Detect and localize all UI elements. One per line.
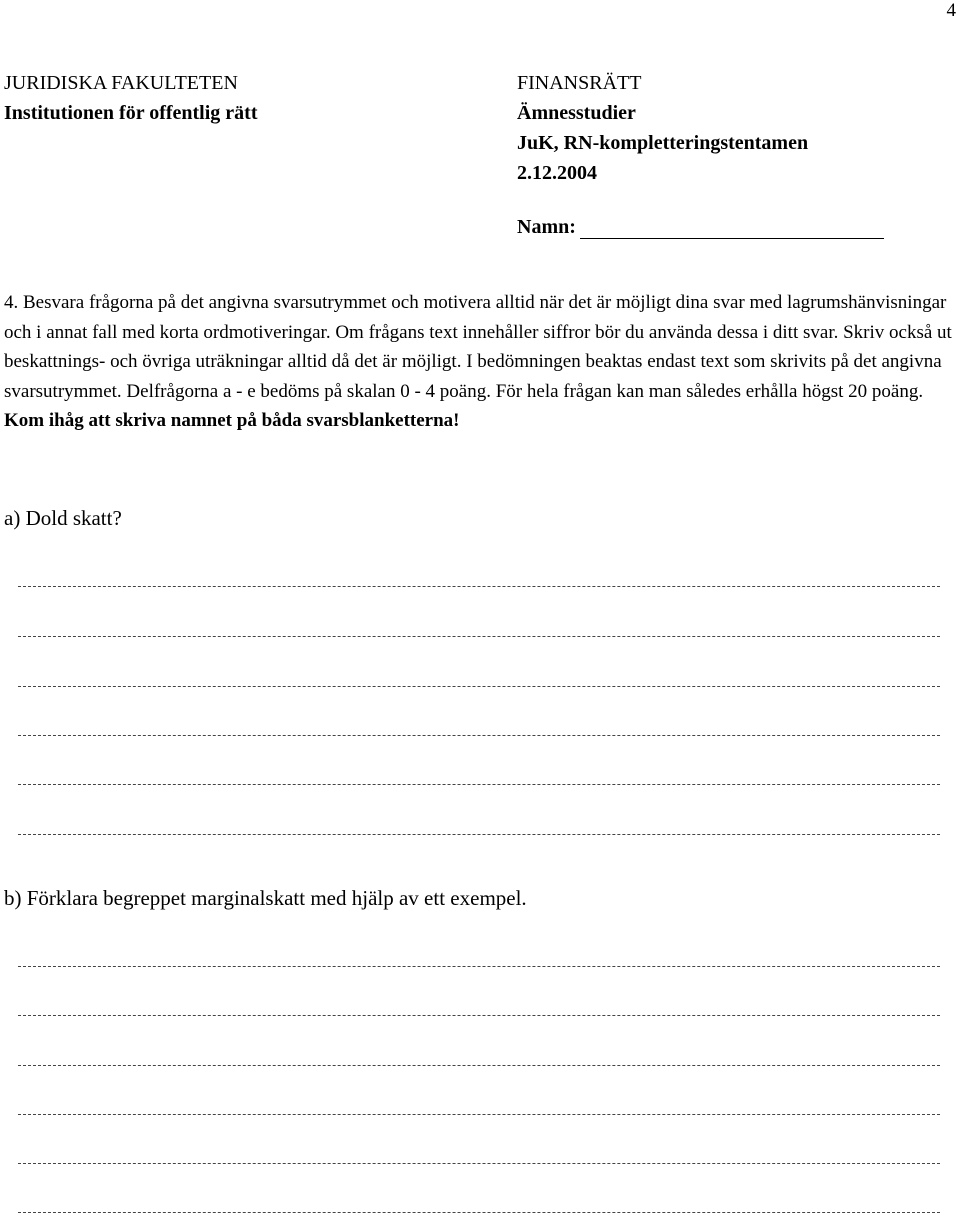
name-field <box>517 216 884 239</box>
answer-line-b5[interactable] <box>18 1163 940 1164</box>
name-label: Namn: <box>517 216 576 238</box>
question-a: a) Dold skatt? <box>4 506 122 530</box>
faculty-name: JURIDISKA FAKULTETEN <box>4 72 238 94</box>
answer-line-a2[interactable] <box>18 636 940 637</box>
exam-title: JuK, RN-kompletteringstentamen <box>517 132 809 154</box>
instructions-emphasis: Kom ihåg att skriva namnet på båda svarsblanketterna! <box>4 410 460 431</box>
exam-date: 2.12.2004 <box>517 162 597 184</box>
page-number: 4 <box>946 0 956 21</box>
question-b: b) Förklara begreppet marginalskatt med hjälp av ett exempel. <box>4 886 527 910</box>
answer-line-b2[interactable] <box>18 1015 940 1016</box>
name-input-line[interactable] <box>580 216 884 239</box>
answer-line-a1[interactable] <box>18 586 940 587</box>
header-right <box>517 68 808 188</box>
answer-line-b3[interactable] <box>18 1065 940 1066</box>
answer-line-b6[interactable] <box>18 1212 940 1213</box>
answer-line-b1[interactable] <box>18 966 940 967</box>
header-left <box>4 68 258 128</box>
institution-name: Institutionen för offentlig rätt <box>4 102 258 124</box>
subject-name: FINANSRÄTT <box>517 72 642 94</box>
answer-line-a6[interactable] <box>18 834 940 835</box>
instructions <box>4 288 954 436</box>
answer-line-a4[interactable] <box>18 735 940 736</box>
answer-line-a3[interactable] <box>18 686 940 687</box>
study-level: Ämnesstudier <box>517 102 636 124</box>
answer-line-b4[interactable] <box>18 1114 940 1115</box>
instructions-text: 4. Besvara frågorna på det angivna svarsutrymmet och motivera alltid när det är möjligt dina svar med lagrumshänvisningar och i annat fall med korta ordmotiveringar. Om frågans text innehåller siffror bör du använda dessa i ditt svar. Skriv också ut beskattnings- och övriga uträkningar alltid då det är möjligt. I bedömningen beaktas endast text som skrivits på det angivna svarsutrymmet. Delfrågorna a - e bedöms på skalan 0 - 4 poäng. För hela frågan kan man således erhålla högst 20 poäng. <box>4 292 952 402</box>
answer-line-a5[interactable] <box>18 784 940 785</box>
